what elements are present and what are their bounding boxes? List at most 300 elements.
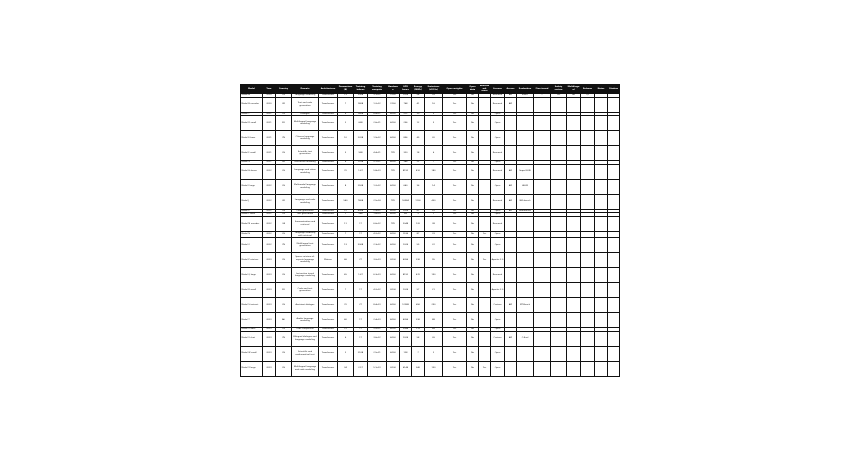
table-cell (479, 346, 491, 361)
table-cell (505, 116, 517, 131)
table-cell: Code completion (292, 328, 319, 332)
row-label-cell: Model A (241, 94, 263, 98)
table-cell: API (505, 164, 517, 179)
table-cell: 7 (338, 97, 354, 112)
table-cell: US (276, 112, 292, 116)
table-cell: Yes (443, 194, 467, 209)
column-header: Citation (608, 85, 620, 94)
table-cell: BIG-bench (517, 194, 534, 209)
table-cell: 58 (412, 94, 425, 98)
table-cell: Yes (443, 283, 467, 298)
table-cell: No (467, 131, 479, 146)
table-cell: 230 (412, 313, 425, 328)
row-label-cell: Model Q large (241, 268, 263, 283)
column-header: GPU hours (400, 85, 412, 94)
table-cell: Open (491, 346, 505, 361)
row-label-cell: Model F small (241, 146, 263, 161)
table-cell: No (467, 313, 479, 328)
table-cell: 1.4T (354, 164, 368, 179)
table-cell (551, 298, 567, 313)
table-cell (595, 116, 608, 131)
table-cell: CA (276, 216, 292, 231)
table-cell: 9.0e22 (368, 328, 387, 332)
table-cell: 220B (354, 131, 368, 146)
column-header: Hardware (387, 85, 400, 94)
table-cell: Text generation (292, 213, 319, 217)
table-cell: 2T (354, 253, 368, 268)
table-cell (608, 116, 620, 131)
table-cell: A100 (387, 179, 400, 194)
table-cell (534, 253, 551, 268)
table-cell: API (505, 298, 517, 313)
table-cell: 300B (354, 94, 368, 98)
table-cell: 46 (338, 253, 354, 268)
table-cell: 400B (354, 209, 368, 213)
table-cell: 8192 (400, 164, 412, 179)
table-cell: CN (276, 331, 292, 346)
table-cell: FR (276, 283, 292, 298)
table-cell (608, 179, 620, 194)
table-cell: 1T (354, 216, 368, 231)
table-cell: Research (491, 97, 505, 112)
table-cell (551, 216, 567, 231)
table-cell (505, 131, 517, 146)
table-cell: SuperGLUE (517, 164, 534, 179)
table-row (241, 331, 620, 346)
table-cell (567, 238, 581, 253)
table-cell: TPU (387, 216, 400, 231)
row-label-cell: Model H dense (241, 164, 263, 179)
column-header: Evaluation (517, 85, 534, 94)
table-cell (479, 116, 491, 131)
table-cell: 1.4T (354, 268, 368, 283)
table-cell (608, 361, 620, 376)
table-cell (608, 346, 620, 361)
table-cell (479, 179, 491, 194)
table-cell: 290 (425, 298, 443, 313)
table-cell (595, 179, 608, 194)
table-cell (608, 164, 620, 179)
table-cell (608, 253, 620, 268)
table-cell: Apache 2.0 (491, 283, 505, 298)
row-label-cell: Model O (241, 238, 263, 253)
table-cell: 22 (412, 161, 425, 165)
table-cell: 8.4e23 (368, 298, 387, 313)
table-cell (595, 283, 608, 298)
table-cell: US (276, 268, 292, 283)
table-cell: No (467, 253, 479, 268)
table-cell: Multilingual text generation (292, 238, 319, 253)
table-cell (534, 298, 551, 313)
table-cell (534, 238, 551, 253)
table-cell: Research (491, 94, 505, 98)
table-cell: 2021 (263, 116, 276, 131)
table-cell: Multilingual language and code modeling (292, 361, 319, 376)
row-label-cell: Model B encoder (241, 97, 263, 112)
table-cell: 1.6e20 (368, 213, 387, 217)
table-cell (517, 361, 534, 376)
table-cell (595, 164, 608, 179)
table-cell: 2T (354, 298, 368, 313)
table-cell: 2021 (263, 146, 276, 161)
table-cell: Yes (443, 328, 467, 332)
table-cell: C-Eval (517, 331, 534, 346)
table-cell (505, 283, 517, 298)
table-cell (595, 97, 608, 112)
table-cell (551, 331, 567, 346)
table-cell: Transformer (319, 146, 338, 161)
table-cell (551, 238, 567, 253)
table-cell (551, 97, 567, 112)
row-label-cell: Model W small (241, 346, 263, 361)
table-cell: 2021 (263, 131, 276, 146)
table-cell: DE (276, 161, 292, 165)
table-cell: 2022 (263, 164, 276, 179)
table-cell: A100 (387, 213, 400, 217)
table-cell (581, 361, 595, 376)
table-cell (581, 346, 595, 361)
table-cell: 8.4e21 (368, 112, 387, 116)
table-cell: A100 (387, 328, 400, 332)
table-cell: A100 (387, 116, 400, 131)
row-label-cell: Model V chat (241, 331, 263, 346)
table-body (241, 94, 620, 377)
table-cell: 1T (354, 328, 368, 332)
table-row (241, 194, 620, 209)
table-cell: 1.2e22 (368, 97, 387, 112)
table-cell: Open (491, 328, 505, 332)
table-cell: 2023 (263, 328, 276, 332)
table-cell: 26 (425, 331, 443, 346)
table-cell: US (276, 253, 292, 268)
table-cell: 88 (425, 313, 443, 328)
table-cell: US (276, 164, 292, 179)
table-cell (505, 146, 517, 161)
table-cell: 7 (412, 346, 425, 361)
table-cell: TPU (387, 194, 400, 209)
table-cell (581, 253, 595, 268)
table-cell: A100 (387, 209, 400, 213)
column-header: Energy (MWh) (412, 85, 425, 94)
column-header: Release (581, 85, 595, 94)
table-cell: Open (491, 231, 505, 237)
table-row (241, 361, 620, 376)
table-cell: UK (276, 97, 292, 112)
table-cell: Sparse mixture-of-experts language modeling (292, 253, 319, 268)
table-cell: 15 (338, 328, 354, 332)
table-cell (608, 268, 620, 283)
table-cell: Yes (551, 94, 567, 98)
table-cell (581, 116, 595, 131)
table-cell (608, 146, 620, 161)
table-cell: 87 (412, 231, 425, 237)
table-cell: No (467, 216, 479, 231)
table-cell: 6144 (400, 361, 412, 376)
table-cell: Transformer (319, 161, 338, 165)
row-label-cell: Model M encoder (241, 216, 263, 231)
table-cell: 22 (425, 238, 443, 253)
table-cell (567, 298, 581, 313)
column-header: License (491, 85, 505, 94)
table-cell (567, 331, 581, 346)
table-cell: Transformer (319, 194, 338, 209)
table-cell: 2 (338, 116, 354, 131)
table-cell: 2.5e21 (368, 346, 387, 361)
row-label-cell: Model G (241, 161, 263, 165)
table-row (241, 179, 620, 194)
table-cell: Open (491, 313, 505, 328)
table-cell: 14 (425, 179, 443, 194)
table-cell: A100 (387, 313, 400, 328)
table-cell: Transformer (319, 328, 338, 332)
table-cell (595, 131, 608, 146)
table-cell: 16384 (400, 194, 412, 209)
table-cell: 33 (425, 231, 443, 237)
table-cell (517, 253, 534, 268)
table-cell: 1024 (400, 238, 412, 253)
table-cell (595, 361, 608, 376)
table-cell: 896 (400, 131, 412, 146)
table-cell: 70 (338, 298, 354, 313)
table-cell: Yes (443, 298, 467, 313)
table-cell (581, 131, 595, 146)
table-cell (534, 164, 551, 179)
table-cell: Transformer (319, 361, 338, 376)
table-cell: 7 (338, 231, 354, 237)
table-cell: 5.8e23 (368, 164, 387, 179)
table-cell (534, 313, 551, 328)
table-cell: No (467, 283, 479, 298)
table-cell: 44 (425, 328, 443, 332)
table-cell: 410 (412, 164, 425, 179)
table-cell (567, 194, 581, 209)
column-header: Parameters (B) (338, 85, 354, 94)
table-cell (479, 97, 491, 112)
table-cell: 250B (354, 179, 368, 194)
table-cell: Yes (443, 213, 467, 217)
table-cell: TPU (387, 164, 400, 179)
table-cell: API (505, 94, 517, 98)
column-header: Fine-tuned (534, 85, 551, 94)
table-cell: 470 (412, 268, 425, 283)
table-cell: Transformer (319, 268, 338, 283)
table-cell: Yes (443, 231, 467, 237)
table-cell: No (467, 194, 479, 209)
table-cell: Yes (443, 164, 467, 179)
table-cell: Yes (443, 346, 467, 361)
table-row (241, 116, 620, 131)
data-table (240, 84, 620, 377)
table-cell (534, 331, 551, 346)
table-cell: 2022 (263, 209, 276, 213)
table-cell: Yes (443, 331, 467, 346)
table-cell (581, 283, 595, 298)
table-cell: No (467, 213, 479, 217)
table-cell: No (467, 161, 479, 165)
document-page (240, 84, 619, 371)
table-cell (517, 283, 534, 298)
table-row (241, 164, 620, 179)
table-cell (479, 313, 491, 328)
table-cell (608, 283, 620, 298)
row-label-cell: Model T (241, 313, 263, 328)
table-cell: 2022 (263, 179, 276, 194)
table-cell: 300B (354, 238, 368, 253)
table-cell: API (505, 331, 517, 346)
table-cell (608, 194, 620, 209)
table-cell: 11 (338, 216, 354, 231)
table-cell (608, 131, 620, 146)
table-cell: CN (276, 131, 292, 146)
table-cell (581, 146, 595, 161)
table-cell: 2023 (263, 331, 276, 346)
table-cell (534, 361, 551, 376)
table-cell: 780B (354, 194, 368, 209)
table-cell: No (467, 94, 479, 98)
table-cell: A100 (387, 346, 400, 361)
table-cell: MT-Bench (517, 298, 534, 313)
table-cell (534, 268, 551, 283)
table-row (241, 283, 620, 298)
table-cell: Instruction tuned language modeling (292, 268, 319, 283)
table-row (241, 131, 620, 146)
table-cell: 1T (354, 313, 368, 328)
table-cell: No (567, 94, 581, 98)
table-cell (534, 346, 551, 361)
table-cell (608, 298, 620, 313)
table-cell: 7 (338, 283, 354, 298)
table-cell: US (276, 298, 292, 313)
column-header: Access (505, 85, 517, 94)
table-cell: Yes (443, 179, 467, 194)
table-cell: Summarization and retrieval (292, 216, 319, 231)
table-cell: API (505, 179, 517, 194)
table-cell: 130 (425, 361, 443, 376)
table-cell: Open (491, 209, 505, 213)
table-cell: 6 (338, 331, 354, 346)
table-cell: 20 (425, 131, 443, 146)
table-cell: TPU (387, 146, 400, 161)
table-cell (595, 253, 608, 268)
table-cell: 8 (338, 179, 354, 194)
table-cell: AE (276, 313, 292, 328)
table-cell: A100 (387, 298, 400, 313)
table-cell (567, 131, 581, 146)
table-cell: MMLU (517, 94, 534, 98)
table-cell: 58 (412, 331, 425, 346)
table-cell: 2022 (263, 216, 276, 231)
table-cell: 3 (338, 146, 354, 161)
table-cell (581, 97, 595, 112)
table-cell: 3.6e22 (368, 331, 387, 346)
table-cell: US (276, 213, 292, 217)
table-cell (608, 331, 620, 346)
table-cell: H100 (387, 361, 400, 376)
table-cell: 2022 (263, 213, 276, 217)
table-cell: US (276, 209, 292, 213)
table-cell: Open (491, 213, 505, 217)
table-cell (534, 146, 551, 161)
table-cell (479, 298, 491, 313)
table-cell: A100 (387, 268, 400, 283)
table-cell: Code generation (292, 209, 319, 213)
table-cell: 2.9e22 (368, 209, 387, 213)
table-cell: A100 (387, 231, 400, 237)
table-cell (581, 331, 595, 346)
table-row (241, 313, 620, 328)
table-cell: 230 (412, 253, 425, 268)
table-cell: 640 (400, 179, 412, 194)
table-cell: Custom (491, 331, 505, 346)
table-cell (534, 194, 551, 209)
table-cell: 2.5T (354, 361, 368, 376)
table-cell (505, 268, 517, 283)
table-cell (505, 216, 517, 231)
table-cell: Transformer (319, 131, 338, 146)
table-cell: 2 (425, 346, 443, 361)
table-cell (517, 97, 534, 112)
table-cell: Open (491, 112, 505, 116)
table-cell: Language modeling (292, 94, 319, 98)
table-cell: Transformer (319, 331, 338, 346)
table-cell: 34 (338, 361, 354, 376)
table-cell: Transformer (319, 213, 338, 217)
table-cell: 2023 (263, 268, 276, 283)
table-cell: Transformer (319, 216, 338, 231)
table-cell: 210B (354, 346, 368, 361)
table-cell: Research (491, 216, 505, 231)
table-cell: 38 (425, 216, 443, 231)
table-cell: 1100 (412, 194, 425, 209)
table-cell: Transformer (319, 298, 338, 313)
table-cell: 2023 (263, 298, 276, 313)
table-cell: 7 (425, 161, 443, 165)
row-label-cell: Model C (241, 112, 263, 116)
row-label-cell: Model L base (241, 213, 263, 217)
table-cell (581, 238, 595, 253)
table-cell: 110B (354, 161, 368, 165)
table-cell: 9 (425, 112, 443, 116)
table-cell: 12 (412, 116, 425, 131)
table-cell: No (467, 179, 479, 194)
table-cell: A100 (387, 238, 400, 253)
table-cell (595, 298, 608, 313)
table-cell (505, 253, 517, 268)
table-cell: 384 (400, 161, 412, 165)
table-cell (517, 268, 534, 283)
table-cell (595, 194, 608, 209)
table-cell: Transformer (319, 94, 338, 98)
table-cell (479, 238, 491, 253)
table-cell: 4.4e21 (368, 146, 387, 161)
table-row (241, 268, 620, 283)
table-cell: 1536 (400, 231, 412, 237)
table-cell: HumanEval (517, 209, 534, 213)
table-cell: 128 (400, 346, 412, 361)
table-cell (479, 164, 491, 179)
table-cell (517, 346, 534, 361)
table-cell: 4.2e22 (368, 231, 387, 237)
table-cell: 4 (338, 161, 354, 165)
table-cell (479, 216, 491, 231)
table-row (241, 97, 620, 112)
table-cell (551, 146, 567, 161)
table-cell: Yes (443, 253, 467, 268)
table-cell: 60B (354, 116, 368, 131)
table-cell: 450 (425, 194, 443, 209)
table-cell: 2021 (263, 161, 276, 165)
table-cell: Transformer (319, 164, 338, 179)
